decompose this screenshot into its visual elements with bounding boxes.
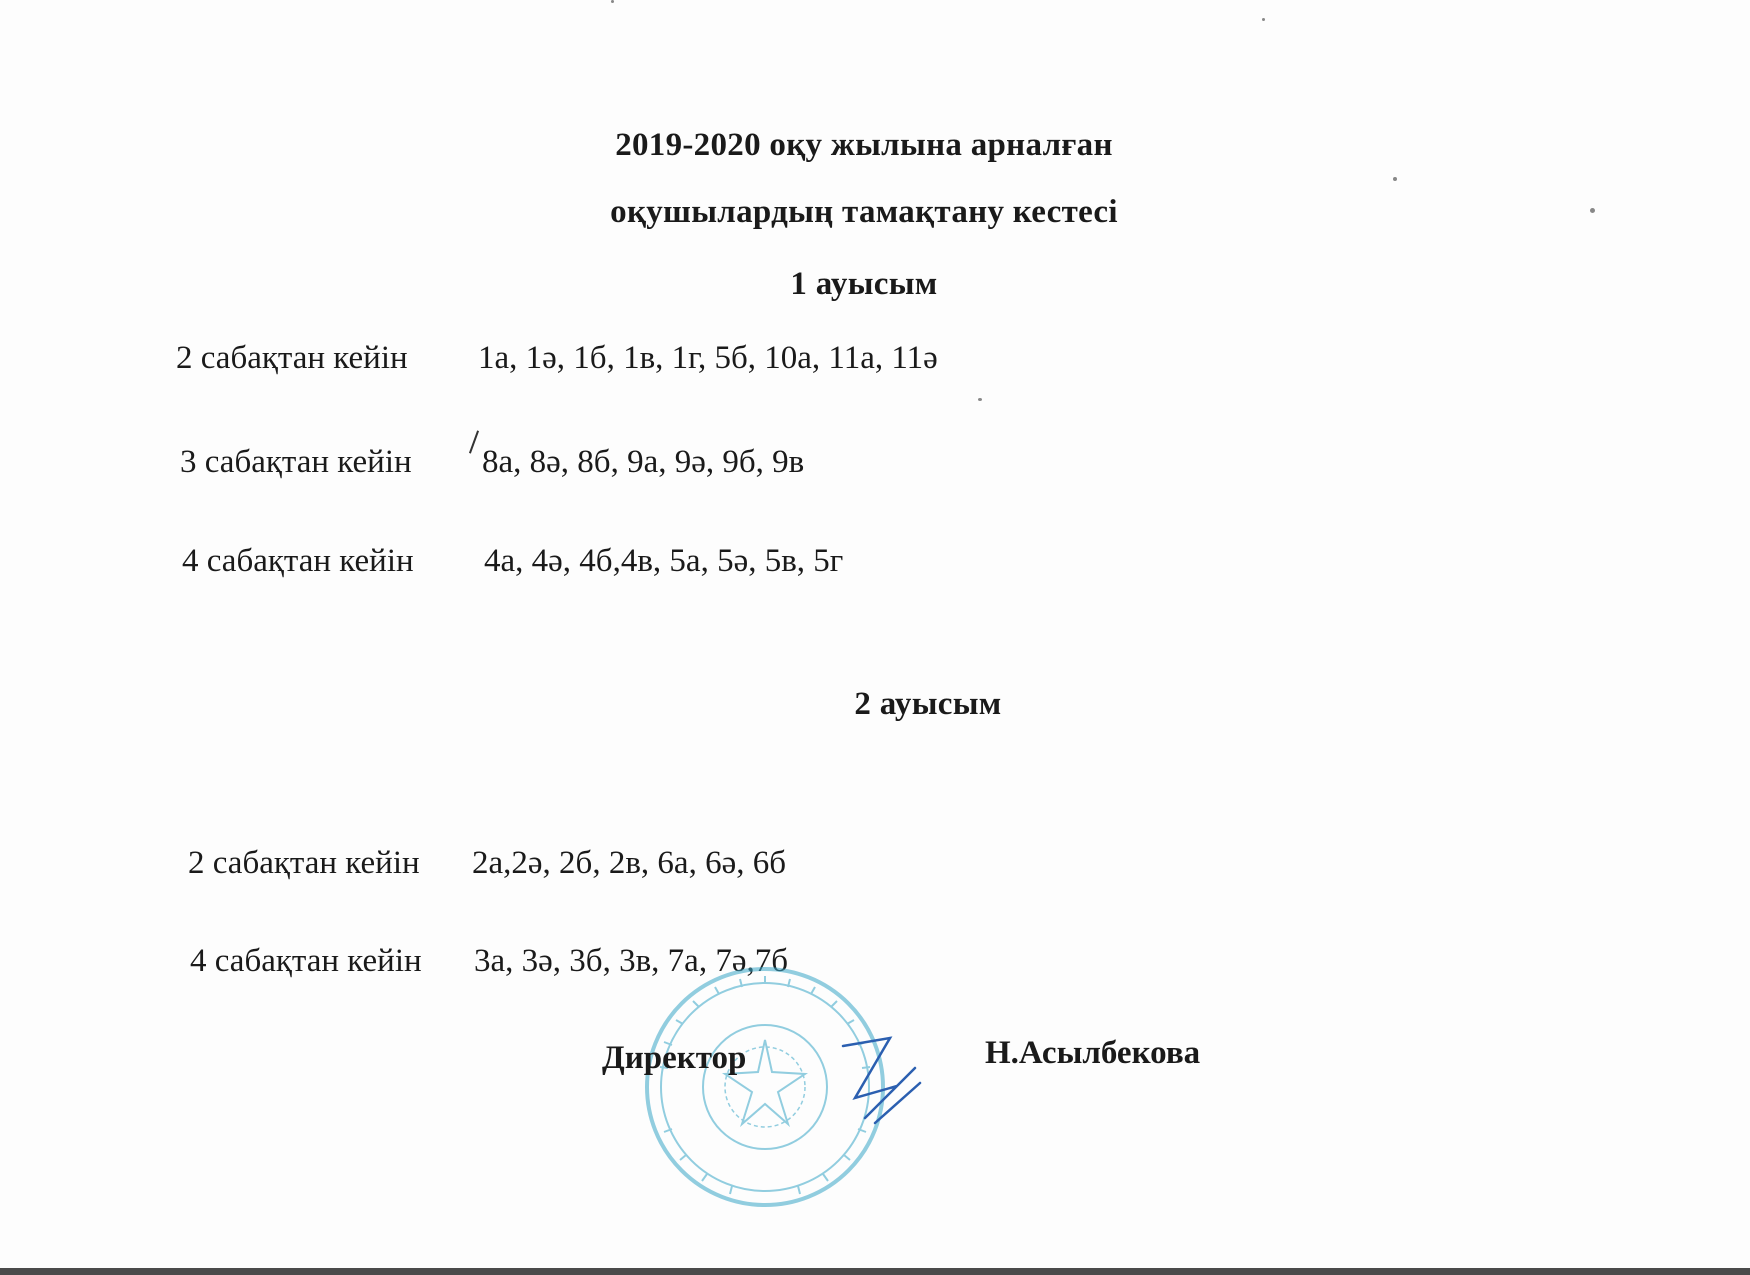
row-classes: 4а, 4ә, 4б,4в, 5а, 5ә, 5в, 5г bbox=[484, 543, 844, 579]
scan-speck bbox=[1590, 208, 1595, 213]
row-classes: 3а, 3ә, 3б, 3в, 7а, 7ә,7б bbox=[474, 943, 788, 979]
row-label: 3 сабақтан кейін bbox=[180, 444, 412, 480]
row-classes: 2а,2ә, 2б, 2в, 6а, 6ә, 6б bbox=[472, 845, 786, 881]
scan-speck bbox=[611, 0, 614, 3]
shift-2-heading: 2 ауысым bbox=[854, 686, 1002, 722]
document-title-line-1: 2019-2020 оқу жылына арналған bbox=[615, 127, 1113, 163]
signatory-role: Директор bbox=[602, 1040, 747, 1076]
shift-1-heading: 1 ауысым bbox=[790, 266, 938, 302]
row-label: 4 сабақтан кейін bbox=[190, 943, 422, 979]
scan-speck bbox=[1262, 18, 1265, 21]
shift-1-row bbox=[176, 340, 938, 377]
shift-2-row bbox=[190, 943, 788, 980]
signatory-name: Н.Асылбекова bbox=[985, 1035, 1201, 1071]
handwritten-signature bbox=[835, 1028, 925, 1128]
row-classes: 1а, 1ә, 1б, 1в, 1г, 5б, 10а, 11а, 11ә bbox=[478, 340, 938, 376]
row-label: 4 сабақтан кейін bbox=[182, 543, 414, 579]
document-title-line-2: оқушылардың тамақтану кестесі bbox=[610, 194, 1118, 230]
row-label: 2 сабақтан кейін bbox=[176, 340, 408, 376]
shift-2-row bbox=[188, 845, 786, 882]
shift-1-row bbox=[180, 444, 805, 481]
scan-mark bbox=[469, 430, 479, 453]
row-label: 2 сабақтан кейін bbox=[188, 845, 420, 881]
shift-1-row bbox=[182, 543, 844, 580]
row-classes: 8а, 8ә, 8б, 9а, 9ә, 9б, 9в bbox=[482, 444, 805, 480]
scan-speck bbox=[1393, 177, 1397, 181]
scan-speck bbox=[978, 398, 982, 401]
scan-bottom-edge bbox=[0, 1268, 1750, 1275]
